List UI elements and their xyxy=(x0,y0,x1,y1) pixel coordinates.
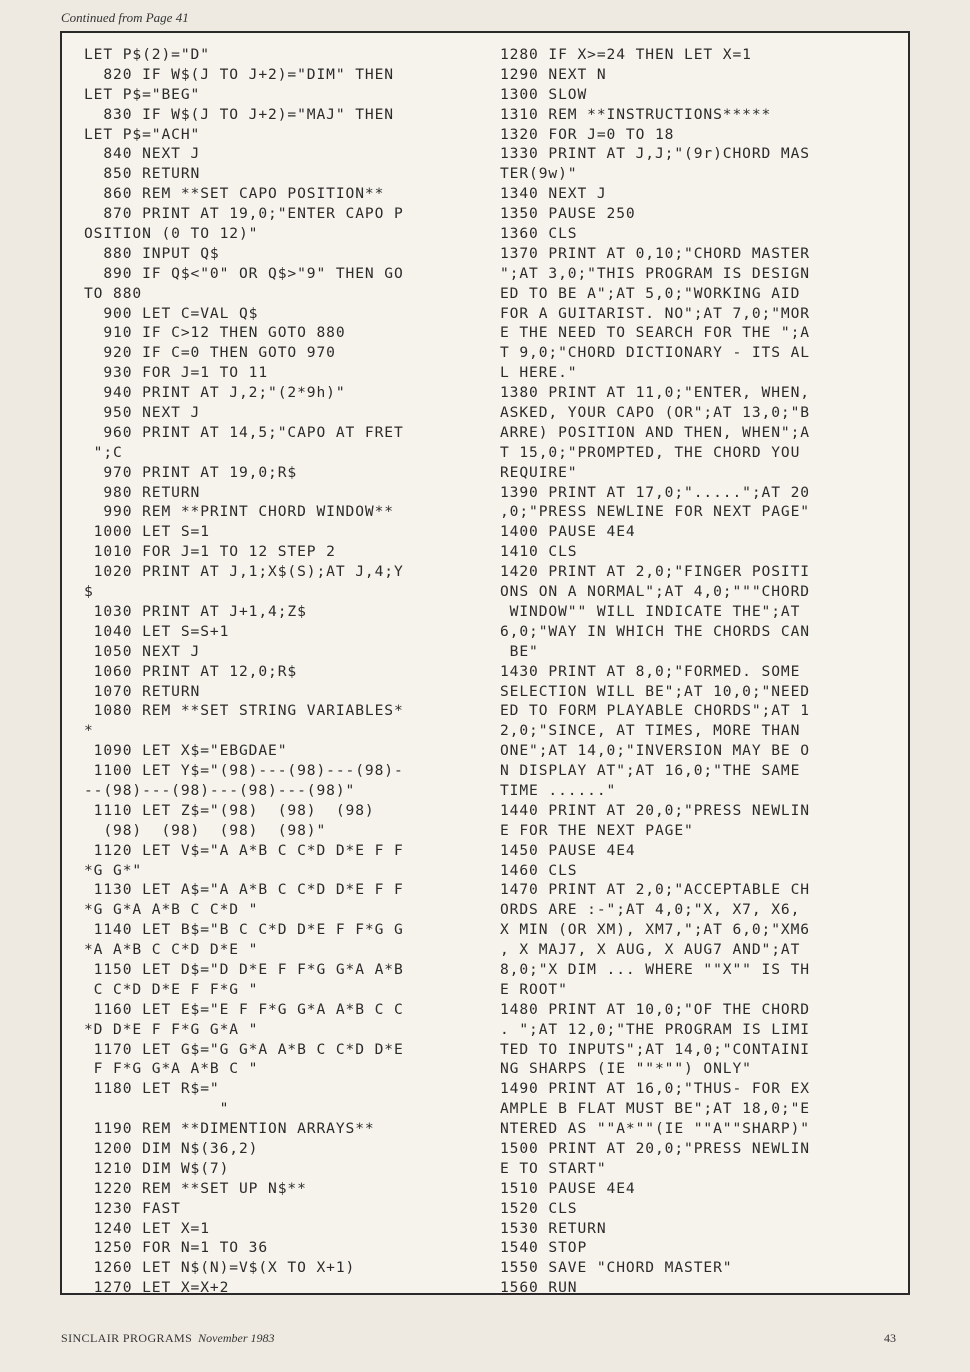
code-line: 950 NEXT J xyxy=(84,404,201,422)
code-line: F F*G G*A A*B C " xyxy=(84,1060,259,1078)
code-line: TIME ......" xyxy=(500,781,617,799)
code-line: 830 IF W$(J TO J+2)="MAJ" THEN xyxy=(84,105,394,123)
code-line: 1160 LET E$="E F F*G G*A A*B C C xyxy=(84,1000,404,1018)
code-line: 970 PRINT AT 19,0;R$ xyxy=(84,463,298,481)
code-line: 1440 PRINT AT 20,0;"PRESS NEWLIN xyxy=(500,801,810,819)
code-line: *D D*E F F*G G*A " xyxy=(84,1020,259,1038)
code-line: $ xyxy=(84,583,94,601)
code-line: NG SHARPS (IE ""*"") ONLY" xyxy=(500,1060,752,1078)
code-line: 1220 REM **SET UP N$** xyxy=(84,1179,307,1197)
listing-column-left xyxy=(84,45,404,1298)
code-line: NTERED AS ""A*""(IE ""A""SHARP)" xyxy=(500,1120,810,1138)
code-line: E TO START" xyxy=(500,1159,607,1177)
code-line: 1360 CLS xyxy=(500,225,578,243)
code-line: 920 IF C=0 THEN GOTO 970 xyxy=(84,344,336,362)
program-listing xyxy=(60,31,910,1295)
code-line: OSITION (0 TO 12)" xyxy=(84,225,259,243)
code-line: E ROOT" xyxy=(500,980,568,998)
code-line: SELECTION WILL BE";AT 10,0;"NEED xyxy=(500,682,810,700)
code-line: *A A*B C C*D D*E " xyxy=(84,941,259,959)
code-line: (98) (98) (98) (98)" xyxy=(84,821,327,839)
code-line: 1180 LET R$=" xyxy=(84,1080,220,1098)
issue-date: November 1983 xyxy=(198,1331,275,1345)
code-line: 1130 LET A$="A A*B C C*D D*E F F xyxy=(84,881,404,899)
code-line: ORDS ARE :-";AT 4,0;"X, X7, X6, xyxy=(500,901,801,919)
code-line: ONE";AT 14,0;"INVERSION MAY BE O xyxy=(500,742,810,760)
code-line: 990 REM **PRINT CHORD WINDOW** xyxy=(84,503,394,521)
code-line: 1060 PRINT AT 12,0;R$ xyxy=(84,662,298,680)
code-line: 1040 LET S=S+1 xyxy=(84,622,230,640)
page-number: 43 xyxy=(884,1331,896,1345)
code-line: * xyxy=(84,722,94,740)
code-line: 1320 FOR J=0 TO 18 xyxy=(500,125,675,143)
code-line: 1020 PRINT AT J,1;X$(S);AT J,4;Y xyxy=(84,563,404,581)
code-line: 1230 FAST xyxy=(84,1199,181,1217)
code-line: ED TO FORM PLAYABLE CHORDS";AT 1 xyxy=(500,702,810,720)
code-line: 840 NEXT J xyxy=(84,145,201,163)
code-line: 1470 PRINT AT 2,0;"ACCEPTABLE CH xyxy=(500,881,810,899)
code-line: 1190 REM **DIMENTION ARRAYS** xyxy=(84,1120,375,1138)
code-line: 1270 LET X=X+2 xyxy=(84,1279,230,1297)
code-line: 1200 DIM N$(36,2) xyxy=(84,1139,259,1157)
code-line: E THE NEED TO SEARCH FOR THE ";A xyxy=(500,324,810,342)
code-line: 980 RETURN xyxy=(84,483,201,501)
code-line: 1260 LET N$(N)=V$(X TO X+1) xyxy=(84,1259,356,1277)
code-line: 1490 PRINT AT 16,0;"THUS- FOR EX xyxy=(500,1080,810,1098)
code-line: L HERE." xyxy=(500,364,578,382)
code-line: . ";AT 12,0;"THE PROGRAM IS LIMI xyxy=(500,1020,810,1038)
code-line: C C*D D*E F F*G " xyxy=(84,980,259,998)
code-line: LET P$="BEG" xyxy=(84,85,201,103)
code-line: 850 RETURN xyxy=(84,165,201,183)
code-line: 880 INPUT Q$ xyxy=(84,244,220,262)
code-line: *G G*" xyxy=(84,861,143,879)
code-line: 1410 CLS xyxy=(500,543,578,561)
footer-publication xyxy=(61,1331,275,1346)
code-line: 940 PRINT AT J,2;"(2*9h)" xyxy=(84,384,346,402)
code-line: 900 LET C=VAL Q$ xyxy=(84,304,259,322)
code-line: N DISPLAY AT";AT 16,0;"THE SAME xyxy=(500,762,801,780)
code-line: 1070 RETURN xyxy=(84,682,201,700)
code-line: REQUIRE" xyxy=(500,463,578,481)
code-line: 820 IF W$(J TO J+2)="DIM" THEN xyxy=(84,65,394,83)
code-line: 1500 PRINT AT 20,0;"PRESS NEWLIN xyxy=(500,1139,810,1157)
code-line: 1140 LET B$="B C C*D D*E F F*G G xyxy=(84,921,404,939)
code-line: 1430 PRINT AT 8,0;"FORMED. SOME xyxy=(500,662,801,680)
code-line: 1450 PAUSE 4E4 xyxy=(500,841,636,859)
code-line: 1280 IF X>=24 THEN LET X=1 xyxy=(500,46,752,63)
code-line: 1540 STOP xyxy=(500,1239,588,1257)
code-line: 1420 PRINT AT 2,0;"FINGER POSITI xyxy=(500,563,810,581)
code-line: 1480 PRINT AT 10,0;"OF THE CHORD xyxy=(500,1000,810,1018)
code-line: 2,0;"SINCE, AT TIMES, MORE THAN xyxy=(500,722,801,740)
code-line: E FOR THE NEXT PAGE" xyxy=(500,821,694,839)
code-line: ASKED, YOUR CAPO (OR";AT 13,0;"B xyxy=(500,404,810,422)
code-line: 890 IF Q$<"0" OR Q$>"9" THEN GO xyxy=(84,264,404,282)
code-line: 930 FOR J=1 TO 11 xyxy=(84,364,269,382)
code-line: 1240 LET X=1 xyxy=(84,1219,210,1237)
code-line: 1080 REM **SET STRING VARIABLES* xyxy=(84,702,404,720)
code-line: LET P$(2)="D" xyxy=(84,46,210,63)
code-line: 870 PRINT AT 19,0;"ENTER CAPO P xyxy=(84,205,404,223)
code-line: 1310 REM **INSTRUCTIONS***** xyxy=(500,105,772,123)
code-line: 1530 RETURN xyxy=(500,1219,607,1237)
code-line: *G G*A A*B C C*D " xyxy=(84,901,259,919)
code-line: 1100 LET Y$="(98)---(98)---(98)- xyxy=(84,762,404,780)
code-line: 1010 FOR J=1 TO 12 STEP 2 xyxy=(84,543,336,561)
code-line: " xyxy=(84,1100,230,1118)
code-line: 1460 CLS xyxy=(500,861,578,879)
code-line: 1350 PAUSE 250 xyxy=(500,205,636,223)
code-line: 1400 PAUSE 4E4 xyxy=(500,523,636,541)
code-line: 1300 SLOW xyxy=(500,85,588,103)
code-line: 1510 PAUSE 4E4 xyxy=(500,1179,636,1197)
code-line: 6,0;"WAY IN WHICH THE CHORDS CAN xyxy=(500,622,810,640)
code-line: 1370 PRINT AT 0,10;"CHORD MASTER xyxy=(500,244,810,262)
code-line: 8,0;"X DIM ... WHERE ""X"" IS TH xyxy=(500,960,810,978)
code-line: 1090 LET X$="EBGDAE" xyxy=(84,742,288,760)
code-line: ,0;"PRESS NEWLINE FOR NEXT PAGE" xyxy=(500,503,810,521)
code-line: 1050 NEXT J xyxy=(84,642,201,660)
magazine-name: SINCLAIR PROGRAMS xyxy=(61,1331,193,1345)
code-line: ";C xyxy=(84,443,123,461)
code-line: T 9,0;"CHORD DICTIONARY - ITS AL xyxy=(500,344,810,362)
code-line: FOR A GUITARIST. NO";AT 7,0;"MOR xyxy=(500,304,810,322)
code-line: 1560 RUN xyxy=(500,1279,578,1297)
code-line: 1120 LET V$="A A*B C C*D D*E F F xyxy=(84,841,404,859)
code-line: 1170 LET G$="G G*A A*B C C*D D*E xyxy=(84,1040,404,1058)
code-line: 1110 LET Z$="(98) (98) (98) xyxy=(84,801,375,819)
code-line: --(98)---(98)---(98)---(98)" xyxy=(84,781,356,799)
code-line: 1390 PRINT AT 17,0;".....";AT 20 xyxy=(500,483,810,501)
code-line: 1330 PRINT AT J,J;"(9r)CHORD MAS xyxy=(500,145,810,163)
code-line: BE" xyxy=(500,642,539,660)
code-line: 960 PRINT AT 14,5;"CAPO AT FRET xyxy=(84,423,404,441)
code-line: 910 IF C>12 THEN GOTO 880 xyxy=(84,324,346,342)
code-line: TER(9w)" xyxy=(500,165,578,183)
listing-column-right xyxy=(500,45,810,1298)
code-line: TED TO INPUTS";AT 14,0;"CONTAINI xyxy=(500,1040,810,1058)
code-line: X MIN (OR XM), XM7,";AT 6,0;"XM6 xyxy=(500,921,810,939)
code-line: ED TO BE A";AT 5,0;"WORKING AID xyxy=(500,284,801,302)
continued-note: Continued from Page 41 xyxy=(61,10,189,25)
code-line: 1210 DIM W$(7) xyxy=(84,1159,230,1177)
code-line: LET P$="ACH" xyxy=(84,125,201,143)
code-line: 860 REM **SET CAPO POSITION** xyxy=(84,185,385,203)
code-line: ";AT 3,0;"THIS PROGRAM IS DESIGN xyxy=(500,264,810,282)
code-line: 1290 NEXT N xyxy=(500,65,607,83)
code-line: 1030 PRINT AT J+1,4;Z$ xyxy=(84,602,307,620)
code-line: T 15,0;"PROMPTED, THE CHORD YOU xyxy=(500,443,801,461)
code-line: ONS ON A NORMAL";AT 4,0;"""CHORD xyxy=(500,583,810,601)
code-line: 1380 PRINT AT 11,0;"ENTER, WHEN, xyxy=(500,384,810,402)
code-line: 1520 CLS xyxy=(500,1199,578,1217)
code-line: 1000 LET S=1 xyxy=(84,523,210,541)
code-line: 1340 NEXT J xyxy=(500,185,607,203)
code-line: 1250 FOR N=1 TO 36 xyxy=(84,1239,269,1257)
code-line: 1550 SAVE "CHORD MASTER" xyxy=(500,1259,733,1277)
code-line: AMPLE B FLAT MUST BE";AT 18,0;"E xyxy=(500,1100,810,1118)
code-line: TO 880 xyxy=(84,284,143,302)
code-line: 1150 LET D$="D D*E F F*G G*A A*B xyxy=(84,960,404,978)
code-line: ARRE) POSITION AND THEN, WHEN";A xyxy=(500,423,810,441)
code-line: , X MAJ7, X AUG, X AUG7 AND";AT xyxy=(500,941,801,959)
code-line: WINDOW"" WILL INDICATE THE";AT xyxy=(500,602,801,620)
